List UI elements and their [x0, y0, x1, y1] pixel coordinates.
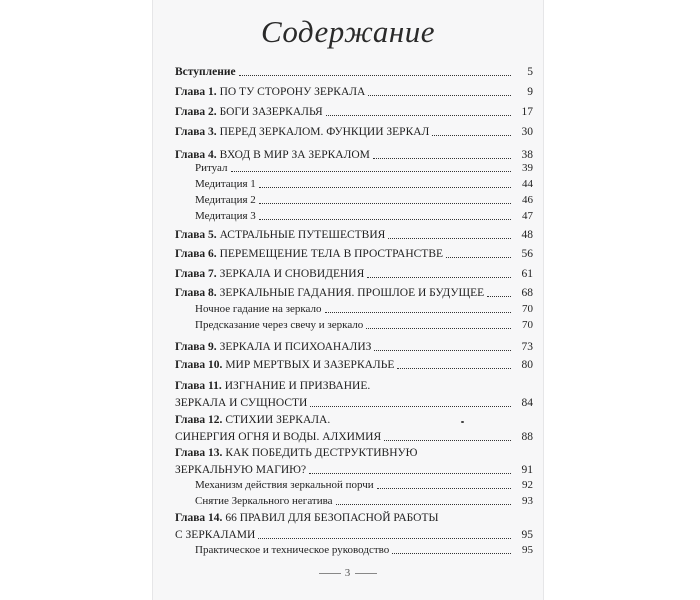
chapter-number: Глава 6. — [175, 248, 217, 260]
toc-entry[interactable] — [175, 104, 533, 120]
toc-entry-title-continuation: ЗЕРКАЛЬНУЮ МАГИЮ? — [175, 464, 307, 476]
toc-entry[interactable] — [175, 378, 533, 394]
toc-page-number: 38 — [521, 149, 533, 161]
toc-entry[interactable] — [175, 357, 533, 373]
toc-entry-continuation[interactable] — [175, 395, 533, 411]
dot-leader — [487, 295, 511, 297]
dot-leader — [368, 94, 511, 96]
dot-leader — [373, 157, 511, 159]
dot-leader — [366, 327, 511, 329]
toc-subentry[interactable] — [175, 493, 533, 509]
chapter-number: Глава 14. — [175, 512, 223, 524]
toc-page-number: 5 — [527, 66, 533, 78]
toc-entry-title: Механизм действия зеркальной порчи — [195, 479, 374, 491]
toc-entry-label — [175, 357, 394, 373]
toc-page-number: 39 — [522, 162, 533, 174]
toc-page-number: 80 — [521, 359, 533, 371]
toc-entry-title: СТИХИИ ЗЕРКАЛА. — [222, 414, 331, 426]
chapter-number: Глава 5. — [175, 229, 217, 241]
toc-entry[interactable] — [175, 510, 533, 526]
toc-entry-continuation[interactable] — [175, 429, 533, 445]
toc-page-number: 68 — [521, 287, 533, 299]
dot-leader — [309, 472, 511, 474]
toc-entry-title: ЗЕРКАЛЬНЫЕ ГАДАНИЯ. ПРОШЛОЕ И БУДУЩЕЕ — [216, 287, 485, 299]
page-number — [152, 567, 544, 579]
toc-entry-label — [175, 227, 385, 243]
toc-entry-title: ПЕРЕД ЗЕРКАЛОМ. ФУНКЦИИ ЗЕРКАЛ — [216, 126, 430, 138]
toc-entry-label — [195, 176, 256, 192]
toc-subentry[interactable] — [175, 477, 533, 493]
toc-entry-title: Медитация 1 — [195, 178, 256, 190]
toc-entry-title: Ночное гадание на зеркало — [195, 303, 322, 315]
toc-page-number: 61 — [521, 268, 533, 280]
toc-entry[interactable] — [175, 64, 533, 80]
toc-entry-title: ПО ТУ СТОРОНУ ЗЕРКАЛА — [216, 86, 366, 98]
toc-subentry[interactable] — [175, 301, 533, 317]
dot-leader — [326, 114, 511, 116]
toc-entry-label — [175, 378, 370, 394]
toc-page-number: 9 — [527, 86, 533, 98]
toc-page-number: 47 — [522, 210, 533, 222]
dot-leader — [432, 134, 511, 136]
toc-subentry[interactable] — [175, 208, 533, 224]
chapter-number: Вступление — [175, 66, 236, 78]
toc-entry[interactable] — [175, 412, 533, 428]
ink-speck — [461, 421, 464, 423]
toc-entry-title: КАК ПОБЕДИТЬ ДЕСТРУКТИВНУЮ — [222, 447, 418, 459]
book-page — [152, 0, 544, 600]
dot-leader — [392, 552, 511, 554]
toc-entry-title: Медитация 2 — [195, 194, 256, 206]
chapter-number: Глава 9. — [175, 341, 217, 353]
dot-leader — [397, 367, 511, 369]
toc-entry-title: ЗЕРКАЛА И СНОВИДЕНИЯ — [216, 268, 365, 280]
chapter-number: Глава 7. — [175, 268, 217, 280]
toc-page-number: 73 — [521, 341, 533, 353]
chapter-number: Глава 1. — [175, 86, 217, 98]
toc-page-number: 70 — [522, 303, 533, 315]
toc-entry-label — [175, 246, 443, 262]
toc-entry-label — [175, 124, 429, 140]
toc-entry-title: Снятие Зеркального негатива — [195, 495, 333, 507]
toc-entry-title: АСТРАЛЬНЫЕ ПУТЕШЕСТВИЯ — [216, 229, 386, 241]
toc-entry-label — [175, 339, 371, 355]
toc-page-number: 95 — [521, 529, 533, 541]
toc-page-number: 91 — [521, 464, 533, 476]
chapter-number: Глава 3. — [175, 126, 217, 138]
toc-entry-label — [195, 301, 322, 317]
toc-entry-title: ВХОД В МИР ЗА ЗЕРКАЛОМ — [216, 149, 370, 161]
toc-page-number: 56 — [521, 248, 533, 260]
toc-subentry[interactable] — [175, 160, 533, 176]
toc-entry-label — [175, 104, 323, 120]
toc-entry-label — [175, 266, 364, 282]
ornament-left-icon — [319, 573, 341, 574]
toc-entry-title: ЗЕРКАЛА И ПСИХОАНАЛИЗ — [216, 341, 372, 353]
ornament-right-icon — [355, 573, 377, 574]
toc-entry-title-continuation: ЗЕРКАЛА И СУЩНОСТИ — [175, 397, 308, 409]
toc-page-number: 93 — [522, 495, 533, 507]
toc-entry-title-continuation: С ЗЕРКАЛАМИ — [175, 529, 256, 541]
dot-leader — [258, 537, 511, 539]
toc-entry-title: МИР МЕРТВЫХ И ЗАЗЕРКАЛЬЕ — [222, 359, 395, 371]
toc-subentry[interactable] — [175, 176, 533, 192]
toc-page-number: 92 — [522, 479, 533, 491]
toc-entry[interactable] — [175, 266, 533, 282]
toc-subentry[interactable] — [175, 192, 533, 208]
toc-entry-title: 66 ПРАВИЛ ДЛЯ БЕЗОПАСНОЙ РАБОТЫ — [222, 512, 439, 524]
dot-leader — [231, 170, 512, 172]
chapter-number: Глава 12. — [175, 414, 223, 426]
toc-entry-title: Практическое и техническое руководство — [195, 544, 390, 556]
dot-leader — [259, 186, 511, 188]
toc-page-number: 30 — [521, 126, 533, 138]
toc-entry-label — [195, 317, 363, 333]
chapter-number: Глава 2. — [175, 106, 217, 118]
toc-page-number: 44 — [522, 178, 533, 190]
toc-entry-label — [195, 208, 256, 224]
toc-entry-title: Предсказание через свечу и зеркало — [195, 319, 364, 331]
toc-entry-title: ПЕРЕМЕЩЕНИЕ ТЕЛА В ПРОСТРАНСТВЕ — [216, 248, 444, 260]
folio-number: 3 — [344, 567, 352, 579]
toc-page-number: 95 — [522, 544, 533, 556]
toc-entry[interactable] — [175, 227, 533, 243]
chapter-number: Глава 8. — [175, 287, 217, 299]
toc-entry-continuation[interactable] — [175, 462, 533, 478]
toc-entry-label — [175, 285, 484, 301]
dot-leader — [310, 405, 511, 407]
chapter-number: Глава 10. — [175, 359, 223, 371]
toc-entry[interactable] — [175, 445, 533, 461]
toc-subentry[interactable] — [175, 317, 533, 333]
dot-leader — [325, 311, 511, 313]
chapter-number: Глава 11. — [175, 380, 222, 392]
toc-entry-label — [195, 493, 333, 509]
dot-leader — [388, 237, 511, 239]
toc-page-number: 48 — [521, 229, 533, 241]
toc-entry-title: Ритуал — [195, 162, 228, 174]
chapter-number: Глава 13. — [175, 447, 223, 459]
toc-entry-title: Медитация 3 — [195, 210, 256, 222]
toc-entry-label — [175, 64, 236, 80]
toc-entry-continuation[interactable] — [175, 527, 533, 543]
toc-page-number: 88 — [521, 431, 533, 443]
dot-leader — [374, 349, 511, 351]
dot-leader — [384, 439, 511, 441]
toc-entry-label — [175, 445, 417, 461]
toc-page-number: 70 — [522, 319, 533, 331]
toc-entry-label — [195, 160, 228, 176]
toc-entry-label — [195, 477, 374, 493]
toc-page-number: 17 — [521, 106, 533, 118]
toc-entry[interactable] — [175, 84, 533, 100]
toc-entry-title: ИЗГНАНИЕ И ПРИЗВАНИЕ. — [221, 380, 371, 392]
dot-leader — [377, 487, 511, 489]
toc-entry-label — [195, 542, 389, 558]
toc-subentry[interactable] — [175, 542, 533, 558]
toc-entry[interactable] — [175, 285, 533, 301]
dot-leader — [259, 218, 511, 220]
toc-entry-label — [175, 510, 439, 526]
dot-leader — [259, 202, 511, 204]
toc-entry-title: БОГИ ЗАЗЕРКАЛЬЯ — [216, 106, 323, 118]
toc-entry-label — [195, 192, 256, 208]
chapter-number: Глава 4. — [175, 149, 217, 161]
dot-leader — [367, 276, 511, 278]
toc-entry-title-continuation: СИНЕРГИЯ ОГНЯ И ВОДЫ. АЛХИМИЯ — [175, 431, 382, 443]
dot-leader — [336, 503, 511, 505]
toc-page-number: 46 — [522, 194, 533, 206]
toc-page-number: 84 — [521, 397, 533, 409]
page-title: Содержание — [260, 14, 436, 49]
toc-entry[interactable] — [175, 246, 533, 262]
toc-entry[interactable] — [175, 124, 533, 140]
dot-leader — [446, 256, 511, 258]
toc-entry-label — [175, 84, 365, 100]
toc-entry-label — [175, 412, 330, 428]
toc-entry[interactable] — [175, 339, 533, 355]
dot-leader — [239, 74, 511, 76]
